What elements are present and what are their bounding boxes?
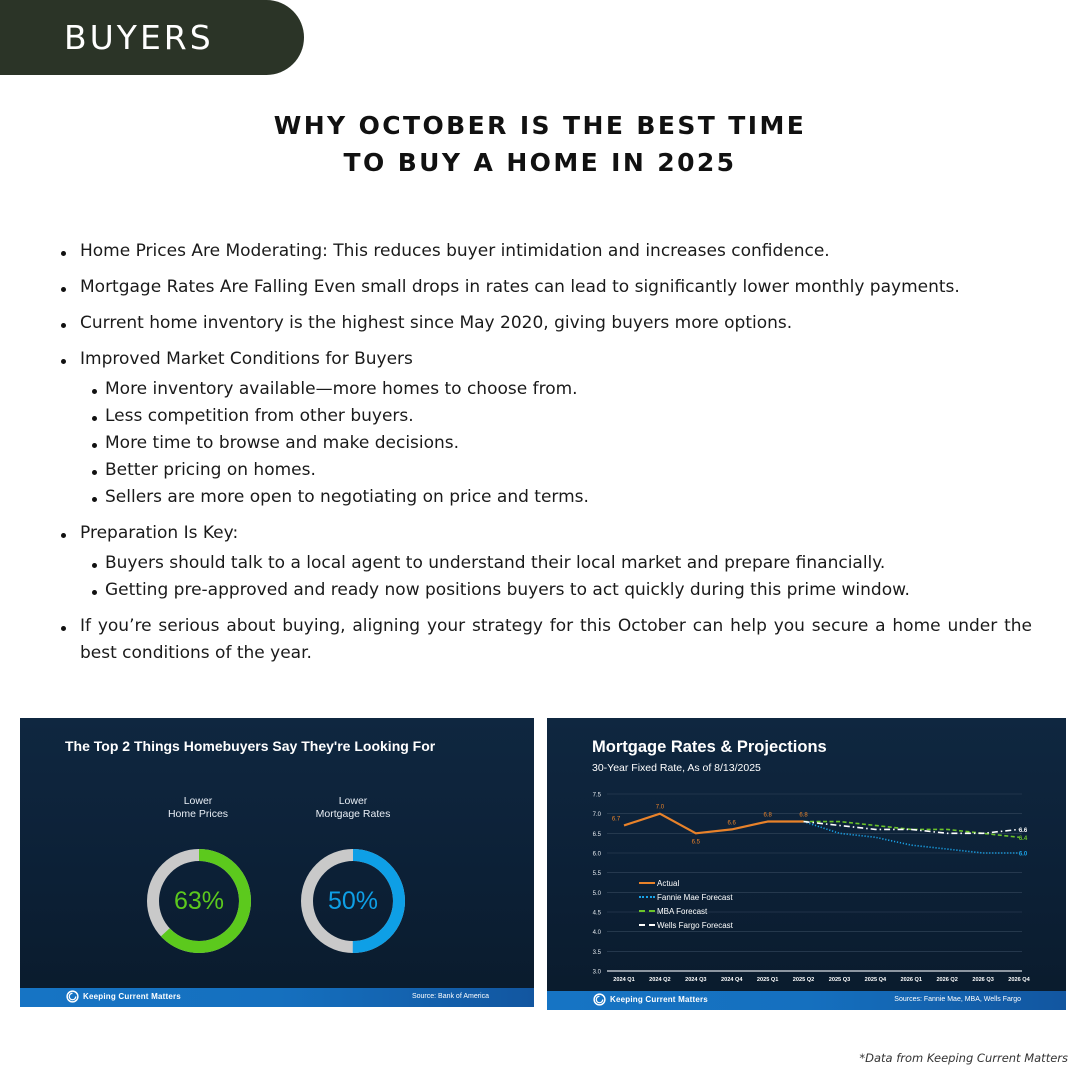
bullet-item: Mortgage Rates Are Falling Even small drops in rates can lead to significantly lower monthly payments. (48, 274, 1032, 301)
legend-label: MBA Forecast (657, 906, 708, 916)
y-tick-label: 7.5 (592, 792, 601, 799)
donut-label-mortgage-rates (293, 795, 413, 821)
y-tick-label: 6.0 (592, 851, 601, 858)
chart-subtitle: 30-Year Fixed Rate, As of 8/13/2025 (592, 762, 761, 774)
legend-item-fannie-mae (639, 890, 733, 904)
brand-logo (66, 990, 181, 1003)
data-label: 6.8 (763, 812, 772, 819)
card-footer (547, 991, 1066, 1010)
page-title-line-1: WHY OCTOBER IS THE BEST TIME (273, 111, 807, 140)
legend-item-mba (639, 904, 733, 918)
source-note: Source: Bank of America (411, 993, 489, 1000)
category-tag (0, 0, 304, 75)
x-tick-label: 2025 Q2 (792, 977, 815, 983)
x-tick-label: 2024 Q2 (649, 977, 671, 983)
x-tick-label: 2024 Q4 (720, 977, 743, 983)
donut-label-line: Mortgage Rates (315, 808, 391, 820)
legend-item-actual (639, 876, 733, 890)
sub-bullet-item: Getting pre-approved and ready now positions buyers to act quickly during this prime window. (80, 577, 1032, 604)
y-tick-label: 5.5 (592, 871, 601, 878)
mortgage-rates-card (547, 718, 1066, 1010)
brand-logo (593, 993, 708, 1006)
data-label: 6.8 (799, 812, 808, 819)
data-label: 6.6 (727, 820, 736, 827)
donut-value: 50% (327, 887, 379, 915)
legend-item-wells-fargo (639, 918, 733, 932)
donut-label-line: Lower (338, 795, 368, 807)
y-tick-label: 7.0 (592, 812, 601, 819)
bullet-heading: Improved Market Conditions for Buyers (80, 349, 413, 369)
bullet-item: Home Prices Are Moderating: This reduces buyer intimidation and increases confidence. (48, 238, 1032, 265)
legend-swatch (639, 896, 655, 898)
legend-label: Fannie Mae Forecast (657, 892, 733, 902)
y-tick-label: 4.5 (592, 910, 601, 917)
bullet-heading: Preparation Is Key: (80, 523, 239, 543)
bullet-item (48, 520, 1032, 604)
donut-chart-home-prices (143, 845, 255, 957)
x-tick-label: 2026 Q4 (1008, 977, 1030, 983)
mortgage-rate-line-chart (547, 718, 1066, 990)
sub-bullet-item: Sellers are more open to negotiating on price and terms. (80, 484, 1032, 511)
sub-bullet-item: Buyers should talk to a local agent to understand their local market and prepare financially. (80, 550, 1032, 577)
page-title (0, 107, 1080, 181)
y-tick-label: 4.0 (592, 930, 601, 937)
page-title-line-2: TO BUY A HOME IN 2025 (343, 148, 737, 177)
x-tick-label: 2024 Q3 (685, 977, 707, 983)
donut-label-home-prices (138, 795, 258, 821)
x-tick-label: 2025 Q4 (864, 977, 887, 983)
series-line-actual (624, 814, 804, 834)
legend-label: Wells Fargo Forecast (657, 920, 733, 930)
source-note: Sources: Fannie Mae, MBA, Wells Fargo (894, 996, 1021, 1003)
chart-title: Mortgage Rates & Projections (592, 738, 827, 756)
donut-chart-mortgage-rates (297, 845, 409, 957)
legend-swatch (639, 882, 655, 884)
bullet-item: Current home inventory is the highest since May 2020, giving buyers more options. (48, 310, 1032, 337)
bullet-item (48, 346, 1032, 511)
brand-name: Keeping Current Matters (610, 995, 708, 1004)
bullet-list (48, 238, 1032, 676)
sub-bullet-item: More inventory available—more homes to choose from. (80, 376, 1032, 403)
data-label: 6.7 (611, 816, 621, 823)
data-label: 6.5 (691, 839, 700, 846)
brand-name: Keeping Current Matters (83, 992, 181, 1001)
x-tick-label: 2025 Q1 (756, 977, 779, 983)
footnote: *Data from Keeping Current Matters (859, 1051, 1068, 1065)
card-title: The Top 2 Things Homebuyers Say They're Looking For (65, 738, 436, 754)
series-line-fannie-mae-forecast (804, 822, 1019, 853)
x-tick-label: 2026 Q3 (972, 977, 994, 983)
x-tick-label: 2026 Q1 (900, 977, 923, 983)
end-data-label: 6.6 (1018, 827, 1028, 834)
legend-swatch (639, 910, 655, 912)
donut-label-line: Home Prices (167, 808, 229, 820)
y-tick-label: 5.0 (592, 890, 601, 897)
y-tick-label: 3.5 (592, 949, 601, 956)
y-tick-label: 6.5 (592, 831, 601, 838)
donut-label-line: Lower (183, 795, 213, 807)
bullet-item: If you’re serious about buying, aligning your strategy for this October can help you secure a home under the best conditions of the year. (48, 613, 1032, 667)
homebuyer-priorities-card (20, 718, 534, 1007)
brand-swirl-icon (593, 993, 606, 1006)
donut-value: 63% (173, 887, 225, 915)
card-footer (20, 988, 534, 1007)
brand-swirl-icon (66, 990, 79, 1003)
legend-swatch (639, 924, 655, 926)
chart-legend (639, 876, 733, 932)
sub-bullet-item: Better pricing on homes. (80, 457, 1032, 484)
sub-bullet-item: More time to browse and make decisions. (80, 430, 1032, 457)
x-tick-label: 2024 Q1 (613, 977, 635, 983)
legend-label: Actual (657, 878, 680, 888)
y-tick-label: 3.0 (592, 969, 601, 976)
end-data-label: 6.4 (1018, 835, 1028, 842)
end-data-label: 6.0 (1018, 851, 1028, 858)
data-label: 7.0 (655, 804, 665, 811)
sub-bullet-item: Less competition from other buyers. (80, 403, 1032, 430)
x-tick-label: 2025 Q3 (828, 977, 851, 983)
x-tick-label: 2026 Q2 (936, 977, 958, 983)
category-tag-label: BUYERS (64, 18, 214, 57)
